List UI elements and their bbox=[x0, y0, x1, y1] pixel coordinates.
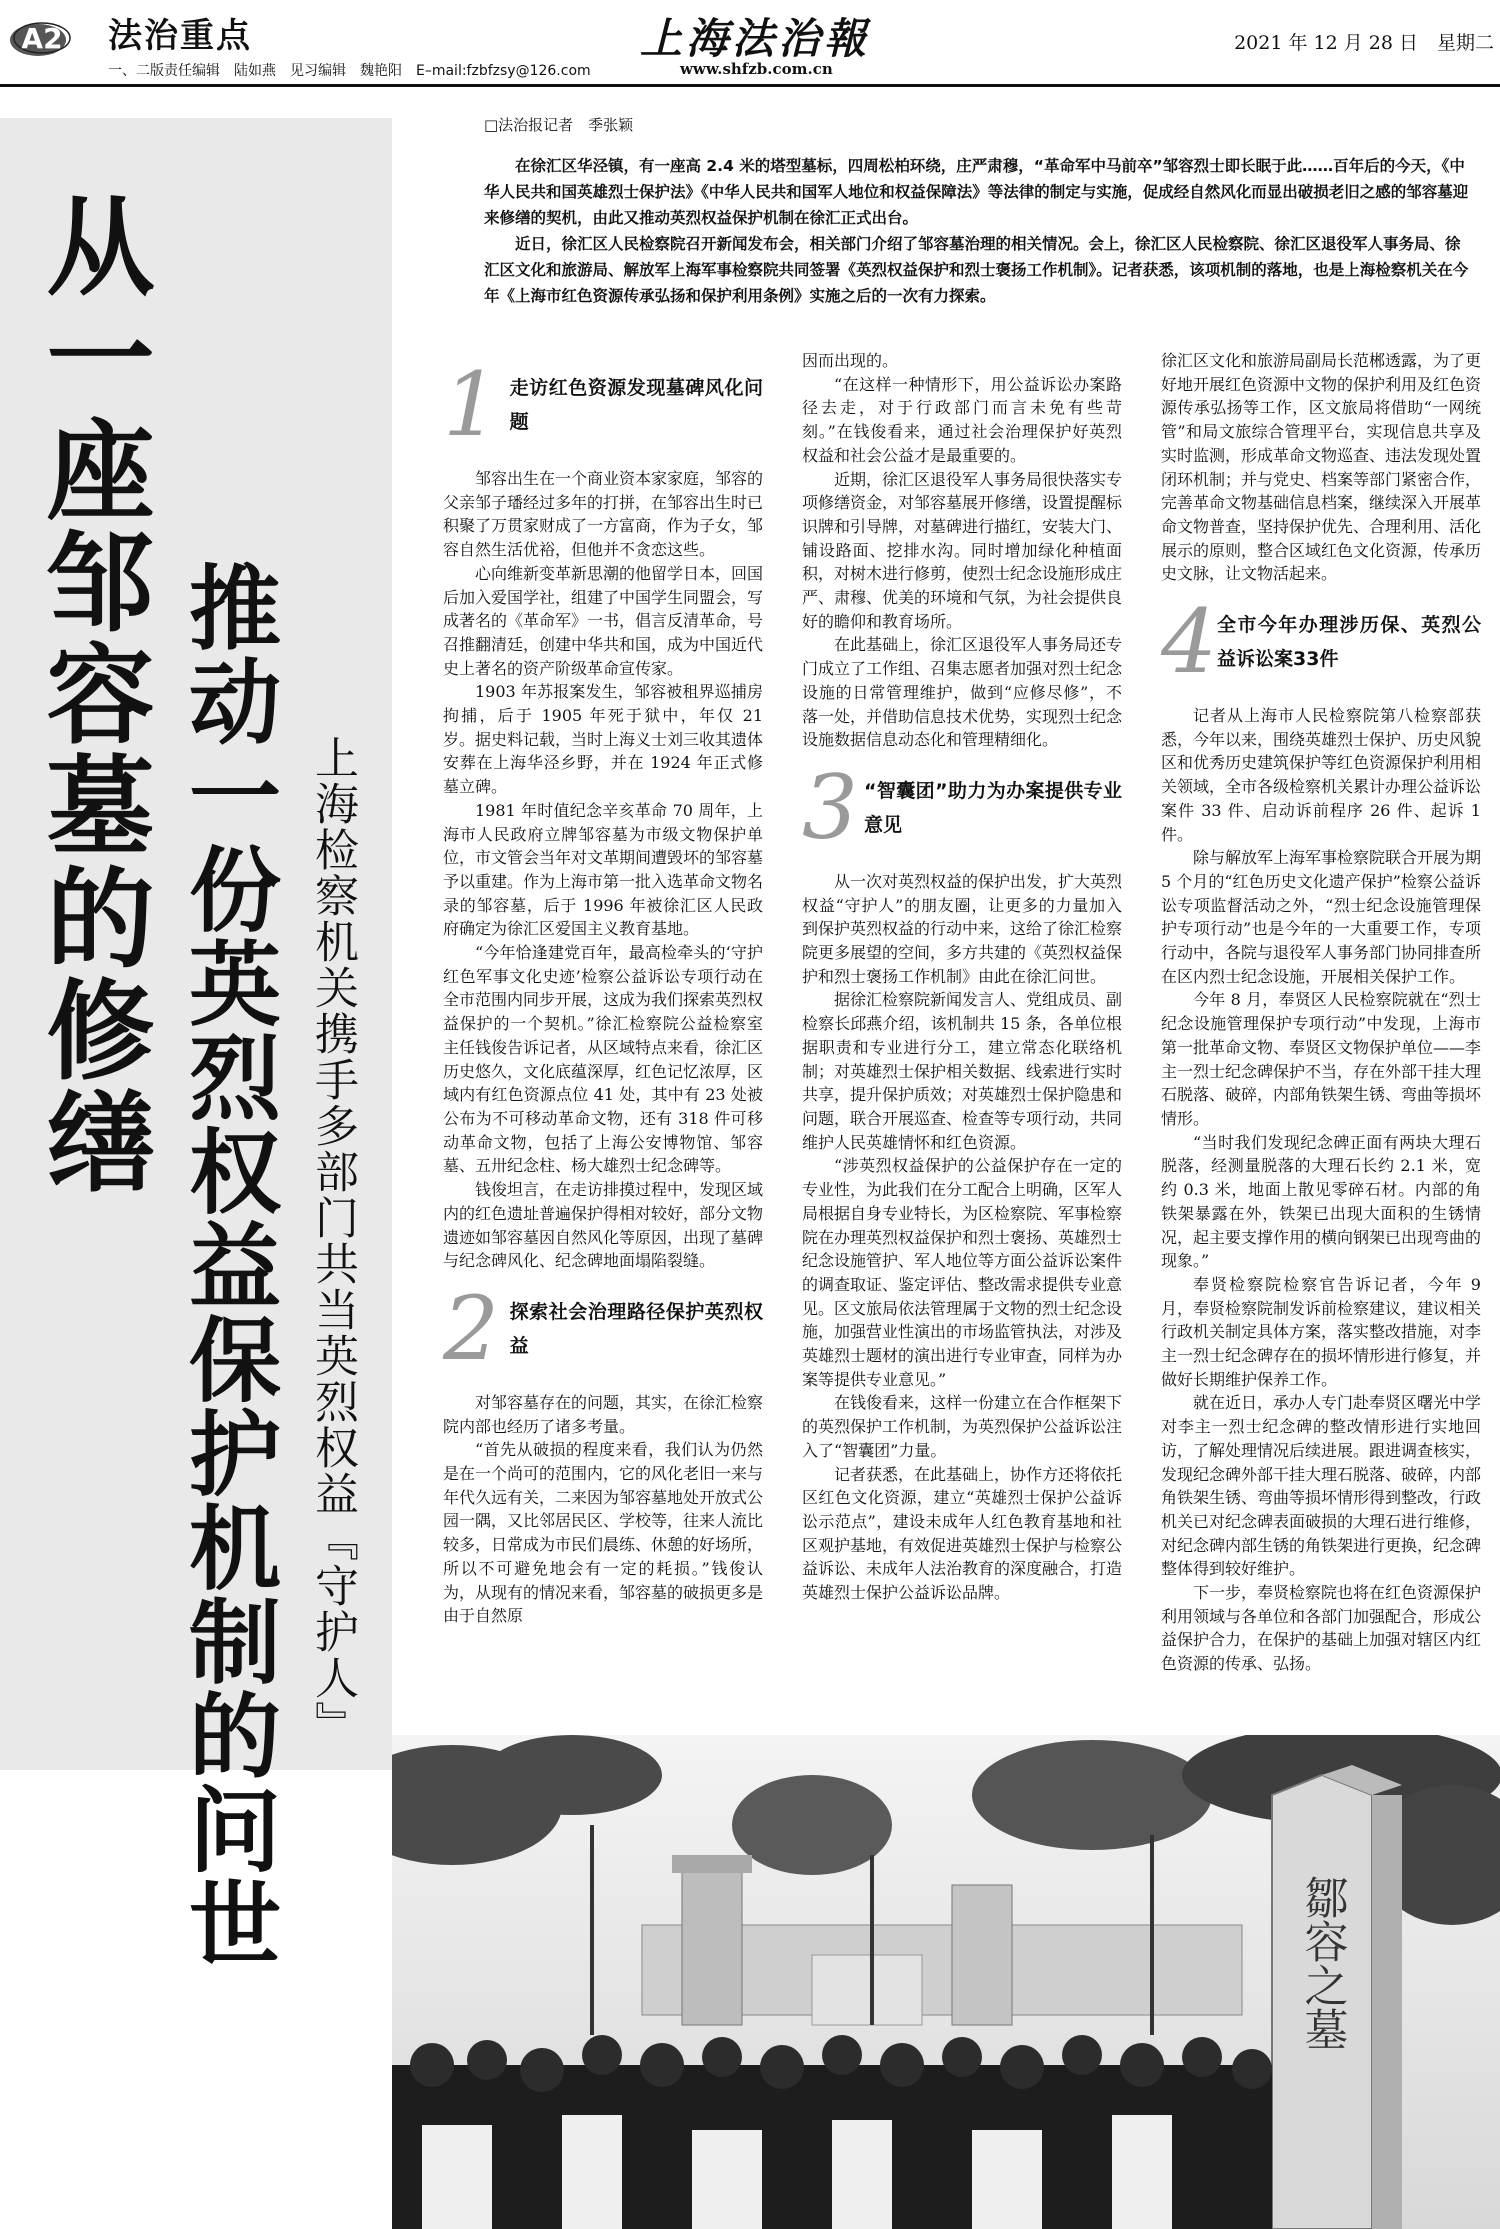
memorial-photo bbox=[392, 1735, 1500, 2229]
article-column-2 bbox=[802, 349, 1122, 1605]
section-title: 走访红色资源发现墓碑风化问题 bbox=[509, 377, 763, 433]
article-paragraph: 1981 年时值纪念辛亥革命 70 周年，上海市人民政府立牌邹容墓为市级文物保护单位，市文管会当年对文革期间遭毁坏的邹容墓予以重建。作为上海市第一批入选革命文物名录的邹容墓，后于 1996 年被徐汇区人民政府确定为徐汇区爱国主义教育基地。 bbox=[443, 800, 764, 939]
article-paragraph: 奉贤检察院检察官告诉记者，今年 9 月，奉贤检察院制发诉前检察建议，建议相关行政机关制定具体方案，落实整改措施，对李主一烈士纪念碑存在的损坏情形进行修复，并做好长期维护保养工作。 bbox=[1161, 1274, 1482, 1389]
article-paragraph: 近期，徐汇区退役军人事务局很快落实专项修缮资金，对邹容墓展开修缮，设置提醒标识牌和引导牌，对墓碑进行描红，安装大门、铺设路面、挖排水沟。同时增加绿化种植面积，对树木进行修剪，使烈士纪念设施形成庄严、肃穆、优美的环境和气氛，为社会提供良好的瞻仰和教育场所。 bbox=[802, 469, 1123, 631]
article-paragraph: 从一次对英烈权益的保护出发，扩大英烈权益“守护人”的朋友圈，让更多的力量加入到保护英烈权益的行动中来，这给了徐汇检察院更多展望的空间，多方共建的《英烈权益保护和烈士褒扬工作机制》由此在徐汇问世。 bbox=[802, 871, 1123, 986]
article-paragraph: 就在近日，承办人专门赴奉贤区曙光中学对李主一烈士纪念碑的整改情形进行实地回访，了解处理情况后续进展。跟进调查核实，发现纪念碑外部干挂大理石脱落、破碎，内部角铁架生锈、弯曲等损坏情形得到整改，行政机关已对纪念碑表面破损的大理石进行维修，对纪念碑内部生锈的角铁架进行更换，纪念碑整体得到较好维护。 bbox=[1161, 1393, 1482, 1579]
article-paragraph: “在这样一种情形下，用公益诉讼办案路径去走，对于行政部门而言未免有些苛刻。”在钱俊看来，通过社会治理保护好英烈权益和社会公益才是最重要的。 bbox=[802, 374, 1122, 465]
article-paragraph: 心向维新变革新思潮的他留学日本，回国后加入爱国学社，组建了中国学生同盟会，写成著名的《革命军》一书，倡言反清革命，号召推翻清廷，创建中华共和国，成为中国近代史上著名的资产阶级革命宣传家。 bbox=[443, 563, 764, 678]
masthead-logo: 上海法治報 bbox=[640, 14, 871, 63]
article-column-1 bbox=[443, 349, 763, 1628]
article-section bbox=[443, 353, 764, 1273]
section-number: 4 bbox=[1161, 590, 1217, 694]
lead-paragraph: 近日，徐汇区人民检察院召开新闻发布会，相关部门介绍了邹容墓治理的相关情况。会上，徐汇区人民检察院、徐汇区退役军人事务局、徐汇区文化和旅游局、解放军上海军事检察院共同签署《英烈权益保护和烈士褒扬工作机制》。记者获悉，该项机制的落地，也是上海检察机关在今年《上海市红色资源传承弘扬和保护利用条例》实施之后的一次有力探索。 bbox=[484, 235, 1469, 305]
article-paragraph: 下一步，奉贤检察院也将在红色资源保护利用领域与各单位和各部门加强配合，形成公益保护合力，在保护的基础上加强对辖区内红色资源的传承、弘扬。 bbox=[1161, 1583, 1482, 1674]
section-title: 全市今年办理涉历保、英烈公益诉讼案33件 bbox=[1217, 614, 1481, 671]
article-paragraph: 因而出现的。 bbox=[802, 351, 899, 370]
article-paragraph: 记者获悉，在此基础上，协作方还将依托区红色文化资源，建立“英雄烈士保护公益诉讼示范点”，建设未成年人红色教育基地和社区观护基地，有效促进英雄烈士保护与检察公益诉讼、未成年人法治教育的深度融合，打造英雄烈士保护公益诉讼品牌。 bbox=[802, 1464, 1123, 1603]
article-section bbox=[802, 755, 1123, 1605]
article-paragraph: 徐汇区文化和旅游局副局长范郴透露，为了更好地开展红色资源中文物的保护利用及红色资源传承弘扬等工作，区文旅局将借助“一网统管”和局文旅综合管理平台，实现信息共享及实时监测，形成革命文物巡查、违法发现处置闭环机制；并与党史、档案等部门紧密合作，完善革命文物基础信息档案，继续深入开展革命文物普查，坚持保护优先、合理利用、活化展示的原则，整合区域红色文化资源，传承历史文脉，让文物活起来。 bbox=[1161, 351, 1482, 584]
section-number: 1 bbox=[443, 353, 499, 456]
section-heading bbox=[1161, 590, 1481, 694]
article-paragraph: 今年 8 月，奉贤区人民检察院就在“烈士纪念设施管理保护专项行动”中发现，上海市第一批革命文物、奉贤区文物保护单位——李主一烈士纪念碑保护不当，存在外部干挂大理石脱落、破碎，内部角铁架生锈、弯曲等损坏情形。 bbox=[1161, 990, 1482, 1128]
article-paragraph: 除与解放军上海军事检察院联合开展为期 5 个月的“红色历史文化遗产保护”检察公益诉讼专项监督活动之外，“烈士纪念设施管理保护专项行动”也是今年的一大重要工作，专项行动中，各院与退役军人事务部门协同排查所在区内烈士纪念设施，开展相关保护工作。 bbox=[1161, 848, 1482, 986]
article-column-3 bbox=[1161, 349, 1481, 1676]
lead-paragraphs bbox=[484, 153, 1474, 309]
article-paragraph: 据徐汇检察院新闻发言人、党组成员、副检察长邱燕介绍，该机制共 15 条，各单位根据职责和专业进行分工，建立常态化联络机制；对英雄烈士保护相关数据、线索进行实时共享，提升保护质效；对英雄烈士保护隐患和问题，联合开展巡查、检查等专项行动，共同维护人民英雄情怀和红色资源。 bbox=[802, 990, 1123, 1152]
section-title: 探索社会治理路径保护英烈权益 bbox=[509, 1300, 763, 1357]
page-number: A2 bbox=[21, 22, 63, 55]
header-divider bbox=[0, 84, 1500, 87]
article-paragraph: “今年恰逢建党百年，最高检牵头的‘守护红色军事文化史迹’检察公益诉讼专项行动在全市范围内同步开展，这成为我们探索英烈权益保护的一个契机。”徐汇检察院公益检察室主任钱俊告诉记者，从区域特点来看，徐汇区历史悠久，文化底蕴深厚，红色记忆浓厚，区域内有红色资源点位 41 处，其中有 23 处被公布为不可移动革命文物，还有 318 件可移动革命文物，包括了上海公安博物馆、邹容墓、五卅纪念柱、杨大雄烈士纪念碑等。 bbox=[443, 943, 764, 1176]
article-paragraph: 钱俊坦言，在走访排摸过程中，发现区域内的红色遗址普遍保护得相对较好，部分文物遗迹如邹容墓因自然风化等原因，出现了墓碑与纪念碑风化、纪念碑地面塌陷裂缝。 bbox=[443, 1180, 764, 1271]
section-heading bbox=[443, 1276, 763, 1380]
article-paragraph: “涉英烈权益保护的公益保护存在一定的专业性，为此我们在分工配合上明确，区军人局根据自身专业特长，为区检察院、军事检察院在办理英烈权益保护和烈士褒扬、英雄烈士纪念设施管护、军人地位等方面公益诉讼案件的调查取证、鉴定评估、整改需求提供专业意见。区文旅局依法管理属于文物的烈士纪念设施，加强营业性演出的市场监管执法，对涉及英雄烈士题材的演出进行专业审查，同样为办案等提供专业意见。” bbox=[802, 1156, 1123, 1389]
article-section bbox=[443, 1276, 764, 1628]
byline: □法治报记者 季张颖 bbox=[484, 116, 634, 134]
section-continued bbox=[1161, 349, 1481, 586]
publication-date: 2021 年 12 月 28 日 星期二 bbox=[1234, 32, 1494, 54]
section-heading bbox=[802, 755, 1122, 859]
section-heading bbox=[443, 353, 763, 456]
page-number-badge bbox=[8, 14, 78, 58]
article-paragraph: “首先从破损的程度来看，我们认为仍然是在一个尚可的范围内，它的风化老旧一来与年代久远有关，二来因为邹容墓地处开放式公园一隅，又比邻居民区、学校等，往来人流比较多，日常成为市民们晨练、休憩的好场所，所以不可避免地会有一定的耗损。”钱俊认为，从现有的情况来看，邹容墓的破损更多是由于自然原 bbox=[443, 1440, 764, 1626]
article-paragraph: 在钱俊看来，这样一份建立在合作框架下的英烈保护工作机制，为英烈保护公益诉讼注入了“智囊团”力量。 bbox=[802, 1393, 1123, 1460]
article-paragraph: 记者从上海市人民检察院第八检察部获悉，今年以来，围绕英雄烈士保护、历史风貌区和优秀历史建筑保护等红色资源保护利用相关领域，全市各级检察机关累计办理公益诉讼案件 33 件、启动诉前程序 26 件、起诉 1 件。 bbox=[1161, 706, 1482, 844]
section-title: “智囊团”助力为办案提供专业意见 bbox=[864, 779, 1122, 836]
section-number: 3 bbox=[802, 755, 858, 859]
article-paragraph: 1903 年苏报案发生，邹容被租界巡捕房拘捕，后于 1905 年死于狱中，年仅 21 岁。据史料记载，当时上海义士刘三收其遗体安葬在上海华泾乡野，并在 1924 年正式修墓立碑。 bbox=[443, 682, 764, 797]
lead-paragraph: 在徐汇区华泾镇，有一座高 2.4 米的塔型墓标，四周松柏环绕，庄严肃穆，“革命军中马前卒”邹容烈士即长眠于此……百年后的今天，《中华人民共和国英雄烈士保护法》《中华人民共和国军人地位和权益保障法》等法律的制定与实施，促成经自然风化而显出破损老旧之感的邹容墓迎来修缮的契机，由此又推动英烈权益保护机制在徐汇正式出台。 bbox=[484, 157, 1469, 227]
website-url: www.shfzb.com.cn bbox=[680, 60, 833, 78]
editors-line: 一、二版责任编辑 陆如燕 见习编辑 魏艳阳 E–mail:fzbfzsy@126.com bbox=[108, 63, 591, 79]
headline-subtitle: 上海检察机关携手多部门共当英烈权益『守护人』 bbox=[307, 735, 358, 1747]
article-paragraph: 在此基础上，徐汇区退役军人事务局还专门成立了工作组、召集志愿者加强对烈士纪念设施的日常管理维护，做到“应修尽修”，不落一处，并借助信息技术优势，实现烈士纪念设施数据信息动态化和管理精细化。 bbox=[802, 635, 1123, 750]
tomb-inscription: 鄒容之墓 bbox=[1296, 1875, 1348, 2051]
article-section bbox=[1161, 590, 1482, 1676]
article-paragraph: 对邹容墓存在的问题，其实，在徐汇检察院内部也经历了诸多考量。 bbox=[443, 1392, 764, 1436]
section-continued bbox=[802, 349, 1122, 752]
section-number: 2 bbox=[443, 1276, 499, 1380]
headline-main: 从一座邹容墓的修缮 bbox=[28, 190, 153, 1198]
headline-main-2: 推动一份英烈权益保护机制的问世 bbox=[174, 560, 281, 1970]
section-title: 法治重点 bbox=[108, 16, 252, 56]
article-paragraph: 邹容出生在一个商业资本家家庭，邹容的父亲邹子璠经过多年的打拼，在邹容出生时已积聚了万贯家财成了一方富商，作为子女，邹容自然生活优裕，但他并不贪恋这些。 bbox=[443, 469, 764, 560]
article-paragraph: “当时我们发现纪念碑正面有两块大理石脱落，经测量脱落的大理石长约 2.1 米，宽约 0.3 米，地面上散见零碎石材。内部的角铁架暴露在外，铁架已出现大面积的生锈情况，起主要支撑作用的横向钢架已出现弯曲的现象。” bbox=[1161, 1132, 1482, 1271]
